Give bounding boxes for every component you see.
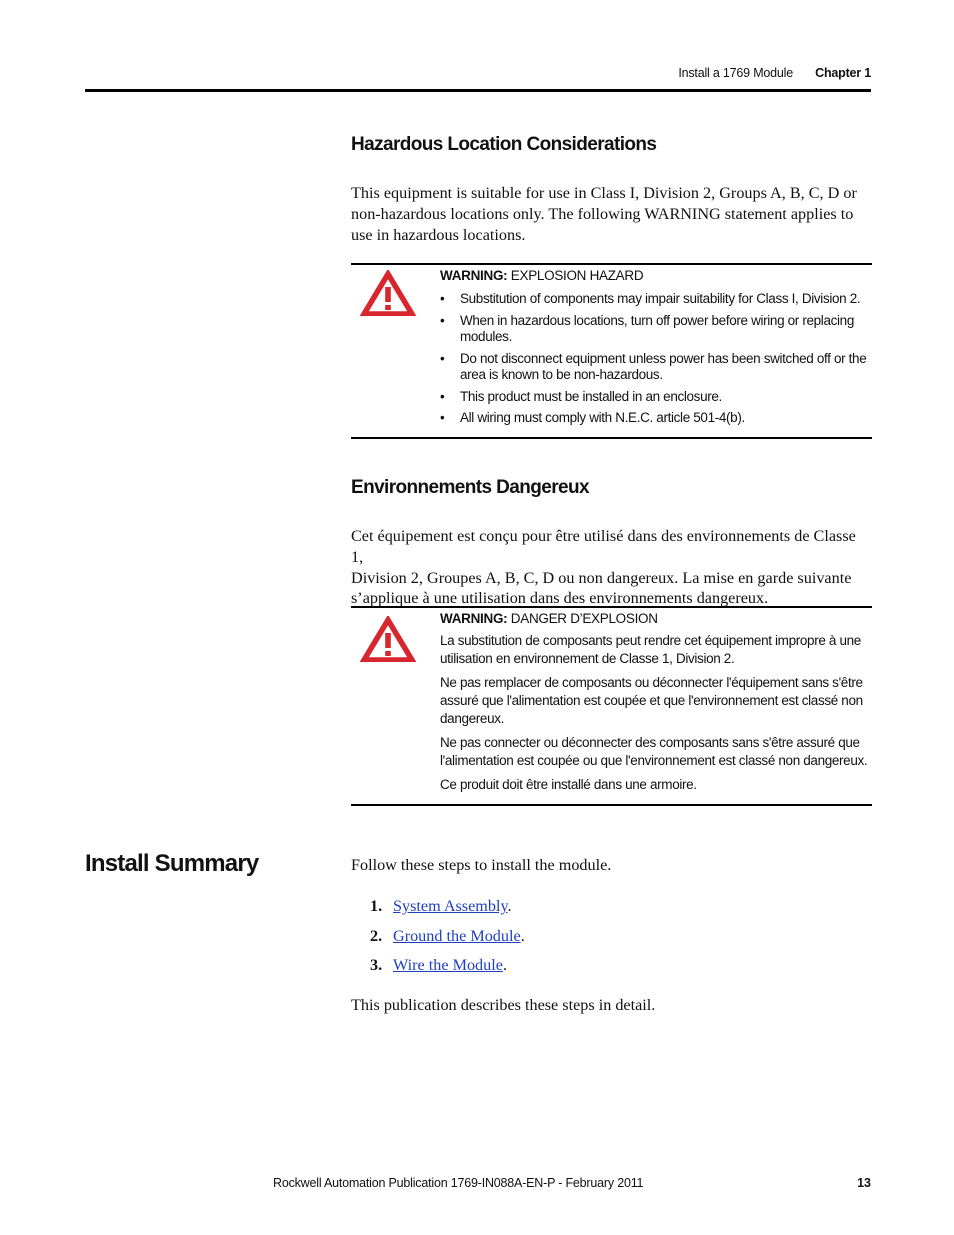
environnements-line-2: Division 2, Groupes A, B, C, D ou non dangereux. La mise en garde suivante (351, 568, 852, 587)
step-number: 1. (370, 897, 383, 915)
warning-box-explosion-hazard (351, 263, 872, 439)
bullet: • (440, 350, 445, 366)
step-number: 3. (370, 956, 383, 974)
bullet: • (440, 312, 445, 328)
hazardous-line-3: use in hazardous locations. (351, 225, 526, 244)
environnements-paragraph (351, 526, 871, 609)
step-number: 2. (370, 926, 383, 945)
page-number: 13 (857, 1176, 871, 1190)
warning-content (440, 265, 872, 427)
wire-the-module-link[interactable]: Wire the Module (393, 956, 503, 974)
install-summary-outro: This publication describes these steps in detail. (351, 996, 656, 1014)
warning-triangle-icon (360, 270, 416, 316)
hazardous-paragraph (351, 183, 871, 245)
install-summary-heading: Install Summary (85, 850, 259, 877)
warning-title (440, 611, 872, 626)
install-summary-intro: Follow these steps to install the module. (351, 856, 612, 874)
warning-triangle-icon (360, 616, 416, 662)
warning-item: • This product must be installed in an enclosure. (440, 388, 722, 404)
warning-paragraph: Ne pas connecter ou déconnecter des composants sans s'être assuré que l'alimentation est coupée ou que l'environnement est classé non dangereux. (440, 735, 868, 768)
hazardous-line-2: non-hazardous locations only. The following WARNING statement applies to (351, 204, 854, 223)
warning-label: WARNING: (440, 268, 508, 283)
environnements-line-1: Cet équipement est conçu pour être utilisé dans des environnements de Classe 1, (351, 527, 856, 566)
install-step: 1. System Assembly. (351, 893, 525, 923)
header-rule (85, 89, 871, 92)
header-title: Install a 1769 Module (678, 66, 793, 80)
footer-publication: Rockwell Automation Publication 1769-IN088A-EN-P - February 2011 (273, 1176, 644, 1190)
warning-paragraph: Ce produit doit être installé dans une armoire. (440, 777, 697, 792)
warning-paragraph: La substitution de composants peut rendre cet équipement impropre à une utilisation en environnement de Classe 1, Division 2. (440, 633, 861, 666)
environnements-line-3: s’applique à une utilisation dans des environnements dangereux. (351, 589, 769, 608)
warning-paragraphs (440, 632, 872, 794)
warning-item: • When in hazardous locations, turn off power before wiring or replacing modules. (440, 312, 854, 344)
warning-title (440, 268, 872, 283)
bullet: • (440, 410, 445, 425)
environnements-heading: Environnements Dangereux (351, 477, 589, 498)
system-assembly-link[interactable]: System Assembly (393, 897, 508, 915)
warning-title-text: DANGER D’EXPLOSION (510, 611, 658, 626)
warning-box-danger-explosion (351, 606, 872, 806)
warning-item: • Do not disconnect equipment unless power has been switched off or the area is known to be non-hazardous. (440, 350, 867, 382)
warning-title-text: EXPLOSION HAZARD (510, 268, 644, 283)
warning-content (440, 608, 872, 794)
hazardous-line-1: This equipment is suitable for use in Class I, Division 2, Groups A, B, C, D or (351, 184, 857, 202)
warning-item: • All wiring must comply with N.E.C. article 501-4(b). (440, 410, 745, 425)
install-steps-list (351, 893, 525, 982)
page-footer (85, 1176, 871, 1196)
warning-paragraph: Ne pas remplacer de composants ou déconnecter l'équipement sans s'être assuré que l'alimentation est coupée et que l'environnement est classé non dangereux. (440, 675, 863, 726)
warning-label: WARNING: (440, 611, 508, 626)
bullet: • (440, 291, 445, 306)
install-step: 3. Wire the Module. (351, 952, 525, 982)
ground-the-module-link[interactable]: Ground the Module (393, 926, 521, 945)
hazardous-heading: Hazardous Location Considerations (351, 134, 657, 155)
warning-item: • Substitution of components may impair suitability for Class I, Division 2. (440, 291, 861, 306)
header-chapter: Chapter 1 (815, 66, 871, 80)
running-header (85, 64, 871, 84)
install-step: 2. Ground the Module. (351, 923, 525, 953)
warning-list (440, 291, 872, 427)
bullet: • (440, 388, 445, 404)
